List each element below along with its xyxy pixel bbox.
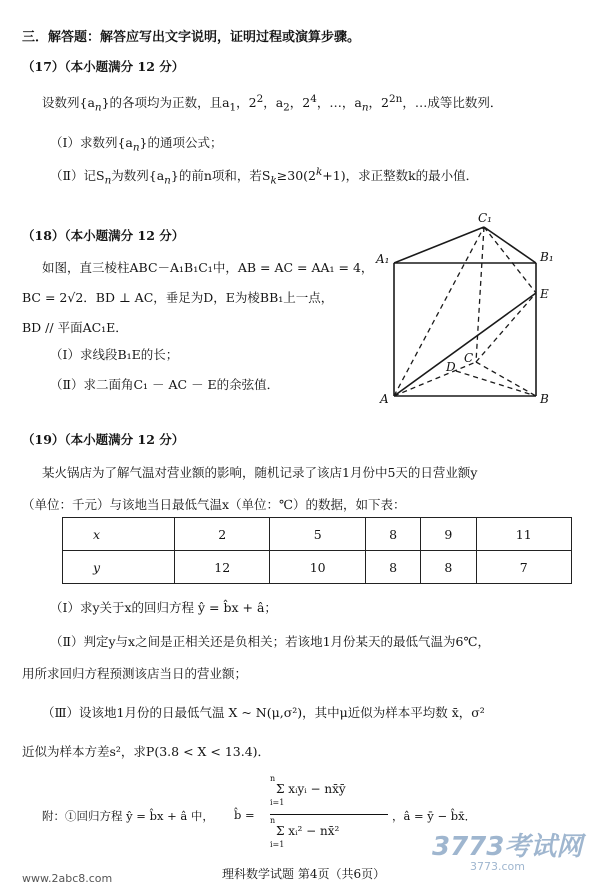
label-e: E <box>540 287 549 301</box>
label-b1: B₁ <box>540 250 554 264</box>
q17-stem <box>42 93 502 114</box>
sub: k <box>270 174 277 187</box>
edge-a1c1 <box>394 227 484 263</box>
segment-ac1 <box>394 227 484 396</box>
table-cell: 8 <box>365 551 420 584</box>
numerator: Σ xᵢyᵢ − nx̄ȳ <box>276 782 346 796</box>
page-footer: 理科数学试题 第4页（共6页） <box>222 867 386 881</box>
bhat-label: b̂ = <box>234 808 255 822</box>
q18-part2: （Ⅱ）求二面角C₁ － AC － E的余弦值． <box>50 377 280 392</box>
q17-stem-text: 设数列{a <box>42 95 95 111</box>
label-a: A <box>380 392 389 406</box>
label-a1: A₁ <box>376 252 390 266</box>
table-cell: 10 <box>270 551 365 584</box>
section-header: 三．解答题：解答应写出文字说明，证明过程或演算步骤。 <box>22 30 361 45</box>
q17-part2-text: （Ⅱ）记S <box>50 168 105 184</box>
table-cell: 5 <box>270 518 365 551</box>
sum-bottom: i=1 <box>270 840 285 849</box>
sup: 2n <box>388 93 403 105</box>
sub: 2 <box>283 101 290 114</box>
q18-part1: （Ⅰ）求线段B₁E的长； <box>50 347 179 362</box>
q17-stem-text: ，2 <box>368 95 389 111</box>
segment-bd <box>456 371 536 396</box>
edge-cb <box>476 362 536 396</box>
segment-c1e <box>484 227 536 293</box>
ahat-text: ，â = ȳ − b̂x̄． <box>392 809 477 823</box>
q17-part1 <box>50 133 223 154</box>
prism-figure <box>360 205 585 415</box>
sum-top: n <box>270 816 276 825</box>
q18-line1: 如图，直三棱柱ABC－A₁B₁C₁中，AB = AC = AA₁ = 4， <box>42 260 374 275</box>
q19-part3a: （Ⅲ）设该地1月份的日最低气温 X ~ N(μ,σ²)，其中μ近似为样本平均数 x̄，σ² <box>42 705 485 720</box>
sup: k <box>315 166 323 178</box>
q19-part1: （Ⅰ）求y关于x的回归方程 ŷ = b̂x + â； <box>50 600 277 615</box>
segment-ce <box>476 293 536 362</box>
table-cell: 11 <box>476 518 572 551</box>
q17-part2 <box>50 166 478 187</box>
q17-stem-text: }的各项均为正数，且a <box>101 95 230 111</box>
q19-line2: （单位：千元）与该地当日最低气温x（单位：℃）的数据，如下表： <box>22 497 406 512</box>
q17-stem-text: ，2 <box>289 95 311 111</box>
q19-part2b: 用所求回归方程预测该店当日的营业额； <box>22 666 248 681</box>
q18-line2: BC = 2√2．BD ⊥ AC，垂足为D，E为棱BB₁上一点， <box>22 290 334 305</box>
table-row <box>63 518 572 551</box>
q17-stem-text: ，a <box>263 95 284 111</box>
sub: n <box>94 101 102 114</box>
label-d: D <box>446 360 456 374</box>
sum-bottom: i=1 <box>270 798 285 807</box>
segment-ae <box>394 293 536 396</box>
q17-part2-text: }的前n项和，若S <box>170 168 271 184</box>
q19-part2a: （Ⅱ）判定y与x之间是正相关还是负相关；若该地1月份某天的最低气温为6℃， <box>50 634 490 649</box>
q18-header: （18）（本小题满分 12 分） <box>22 228 185 243</box>
row-label: y <box>63 551 175 584</box>
sub: n <box>361 101 369 114</box>
table-cell: 9 <box>421 518 476 551</box>
sub: n <box>164 174 171 187</box>
sup: 2 <box>256 93 264 105</box>
q19-header: （19）（本小题满分 12 分） <box>22 432 185 447</box>
label-c1: C₁ <box>478 211 492 225</box>
data-table <box>62 517 572 584</box>
q17-header: （17）（本小题满分 12 分） <box>22 59 185 74</box>
watermark-left: www.2abc8.com <box>22 872 113 885</box>
q18-line3: BD // 平面AC₁E． <box>22 320 128 335</box>
edge-c1b1 <box>484 227 536 263</box>
table-cell: 2 <box>175 518 270 551</box>
q17-part2-text: 为数列{a <box>111 168 165 184</box>
note-prefix: 附：①回归方程 ŷ = b̂x + â 中， <box>42 809 214 823</box>
sub: n <box>132 141 140 154</box>
table-cell: 7 <box>476 551 572 584</box>
q17-part1-text: （Ⅰ）求数列{a <box>50 135 133 150</box>
table-cell: 12 <box>175 551 270 584</box>
denominator: Σ xᵢ² − nx̄² <box>276 824 340 838</box>
edge-cc1 <box>476 227 484 362</box>
sum-top: n <box>270 774 276 783</box>
label-c: C <box>464 351 474 365</box>
table-cell: 8 <box>421 551 476 584</box>
sub: n <box>104 174 112 187</box>
table-cell: 8 <box>365 518 420 551</box>
sub: 1 <box>229 101 237 114</box>
label-b: B <box>540 392 549 406</box>
q17-part1-text: }的通项公式； <box>139 135 223 150</box>
watermark-url: 3773.com <box>470 860 525 873</box>
table-row <box>63 551 572 584</box>
sup: 4 <box>310 93 317 105</box>
fraction-bar <box>270 814 388 815</box>
q17-stem-text: ，2 <box>236 95 257 111</box>
q17-stem-text: ，…成等比数列． <box>402 95 503 111</box>
q19-part3b: 近似为样本方差s²，求P(3.8 < X < 13.4)． <box>22 744 271 759</box>
q17-part2-text: ≥30(2 <box>276 168 316 184</box>
q17-stem-text: ，…，a <box>316 95 362 111</box>
q19-line1: 某火锅店为了解气温对营业额的影响，随机记录了该店1月份中5天的日营业额y <box>42 465 478 480</box>
row-label: x <box>63 518 175 551</box>
q17-part2-text: +1)，求正整数k的最小值． <box>322 168 479 184</box>
watermark-logo: 3773考试网 <box>432 832 583 862</box>
